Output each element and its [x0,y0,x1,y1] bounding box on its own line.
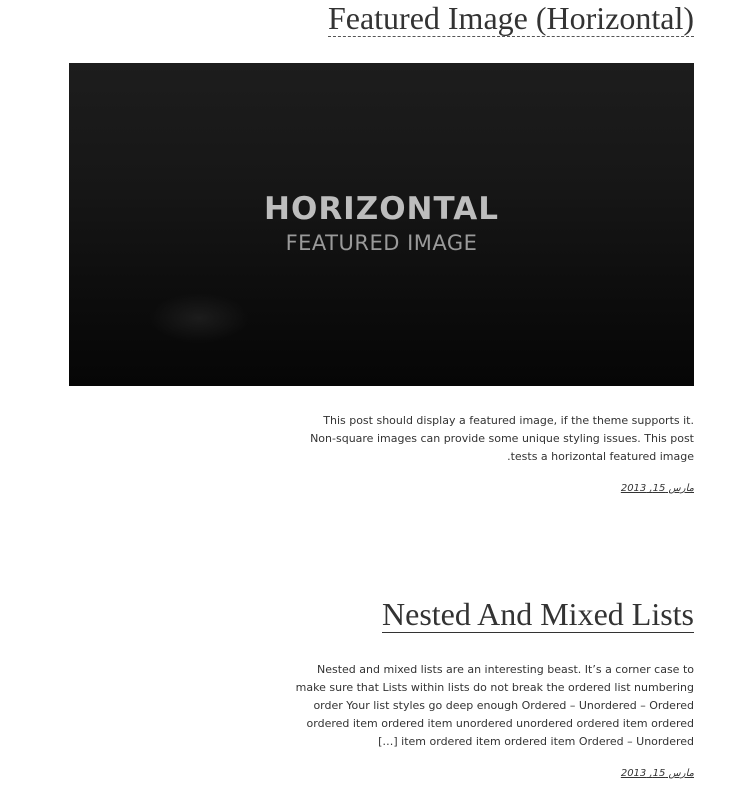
image-glow-decoration [149,293,249,343]
featured-image-text-large: HORIZONTAL [264,191,499,227]
featured-image-text-small: FEATURED IMAGE [285,231,478,255]
post-date-link[interactable]: مارس 15, 2013 [620,768,694,779]
post-title-heading [69,596,694,633]
post-title-heading [69,0,694,37]
post-excerpt: This post should display a featured image, if the theme supports it. Non-square images can provide some unique styling issues. This post tests a horizontal featured image. [310,414,694,463]
post-title-link[interactable]: Featured Image (Horizontal) [327,0,694,36]
post-nested-and-mixed-lists [69,596,694,633]
post-featured-image-horizontal [69,0,694,494]
post-excerpt: Nested and mixed lists are an interesting beast. It’s a corner case to make sure that Lists within lists do not break the ordered list numbering order Your list styles go deep enough Ordered – Unordered – Ordered ordered item ordered item unordered unordered ordered item ordered item ordered item ordered item Ordered – Unordered […] [295,663,694,748]
post-title-link[interactable]: Nested And Mixed Lists [382,596,694,632]
post-date-link[interactable]: مارس 15, 2013 [620,483,694,494]
featured-image[interactable] [69,63,694,386]
